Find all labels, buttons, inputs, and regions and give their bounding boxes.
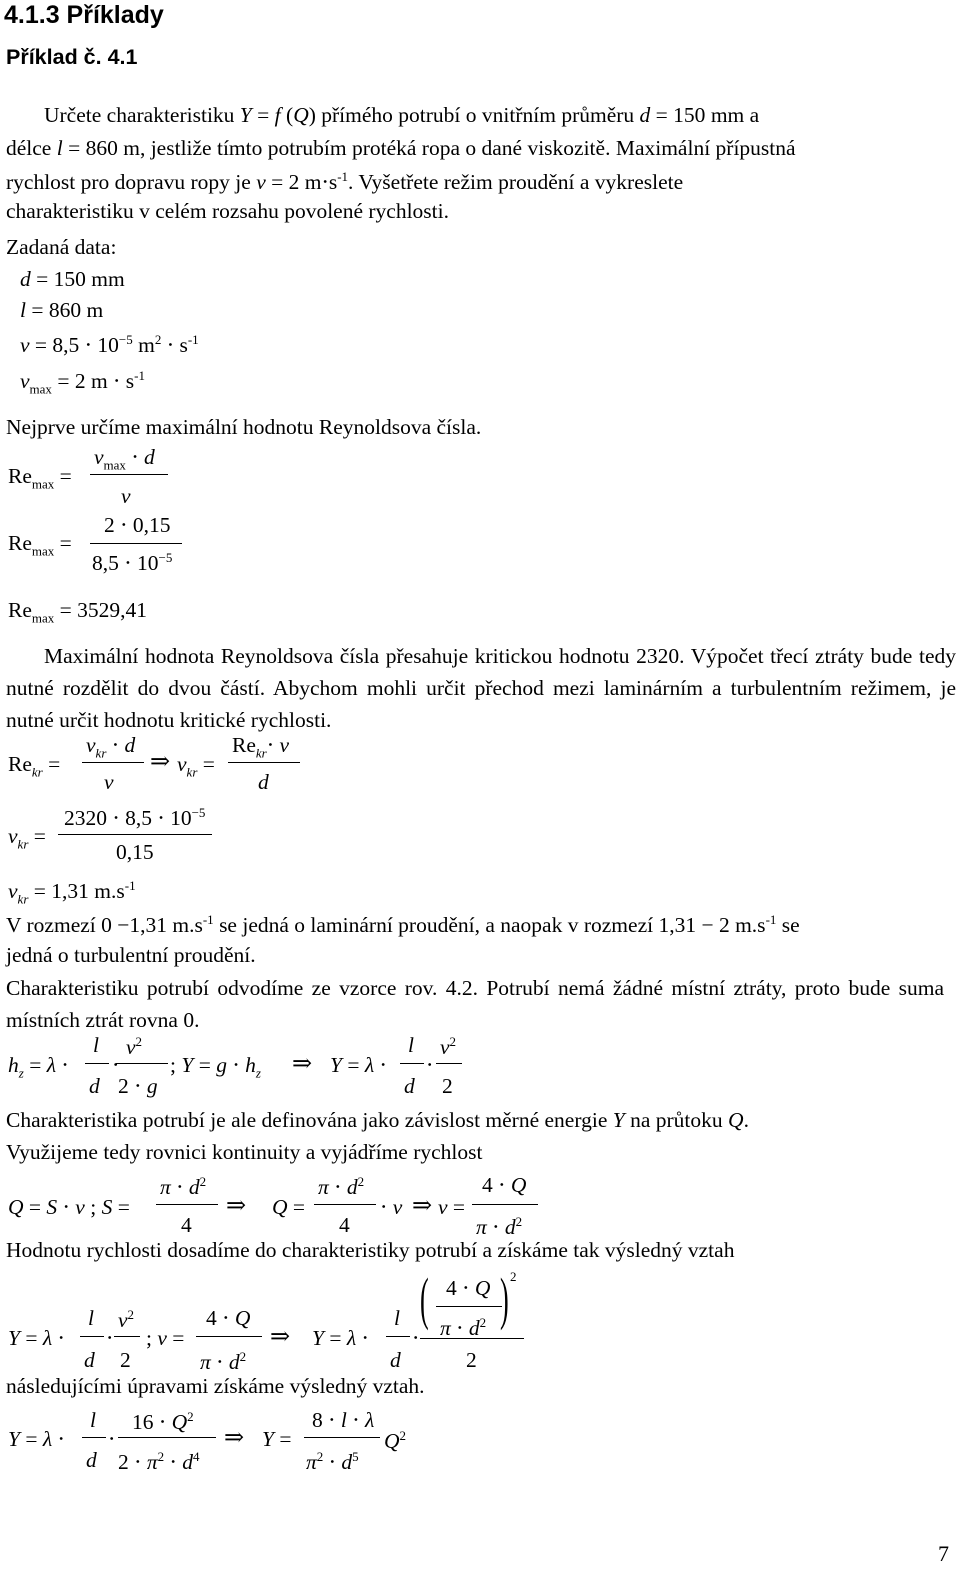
- subst-line: Hodnotu rychlosti dosadíme do charakteristiky potrubí a získáme tak výsledný vztah: [6, 1238, 735, 1262]
- v-kr-result: $v_{kr} = 1,31$ $m.s^{-1}$: [8, 878, 136, 907]
- v-eq-2: ; v =: [146, 1326, 185, 1350]
- implies-arrow: ⇒: [292, 1051, 313, 1077]
- paren-exp: 2: [510, 1269, 517, 1284]
- re-num-1: $v_{max} \cdot d$: [94, 445, 155, 473]
- hz-l: l: [93, 1033, 99, 1057]
- hz-v2: $v^2$: [126, 1034, 143, 1060]
- v-kr-den: d: [258, 770, 269, 794]
- fraction-bar: [82, 1437, 106, 1438]
- re-den-2: $8,5 \cdot 10^{-5}$: [92, 550, 173, 576]
- v2-den: $\pi \cdot d^2$: [200, 1349, 247, 1375]
- s-den: 4: [181, 1213, 192, 1237]
- implies-arrow: ⇒: [270, 1324, 291, 1350]
- re-kr-label: $Re_{kr}$ =: [8, 752, 61, 780]
- q-v: ⋅ v: [380, 1195, 403, 1219]
- hz-2g: 2 ⋅ g: [118, 1074, 158, 1098]
- dot: ⋅: [106, 1326, 114, 1350]
- re-intro: Nejprve určíme maximální hodnotu Reynoldsova čísla.: [6, 415, 482, 439]
- fraction-bar: [436, 1306, 502, 1307]
- fraction-bar: [196, 1336, 262, 1337]
- y2-2: 2: [120, 1348, 131, 1372]
- re-kr-den: ν: [104, 770, 114, 794]
- hz-d: d: [89, 1074, 100, 1098]
- implies-arrow: ⇒: [226, 1193, 247, 1219]
- implies-arrow: ⇒: [224, 1425, 245, 1451]
- fraction-bar: [90, 543, 182, 544]
- re-num-2: 2 ⋅ 0,15: [104, 513, 171, 537]
- fraction-bar: [228, 762, 300, 763]
- fraction-bar: [116, 1063, 168, 1064]
- s-num: $\pi \cdot d^2$: [160, 1174, 207, 1200]
- fraction-bar: [114, 1336, 140, 1337]
- re-kr-num: $v_{kr} \cdot d$: [86, 733, 136, 761]
- fraction-bar: [472, 1204, 538, 1205]
- y2-d: d: [84, 1348, 95, 1372]
- y3-d: d: [390, 1348, 401, 1372]
- fraction-bar: [58, 834, 212, 835]
- dot: ⋅: [412, 1326, 420, 1350]
- given-nu: $\nu = 8,5 \cdot 10^{-5}$ $m^2 \cdot s^{-1}$: [20, 332, 199, 358]
- y-eq-ghz: ; $Y = g \cdot h_z$: [170, 1053, 261, 1081]
- left-paren: (: [420, 1266, 429, 1331]
- re-den-1: ν: [121, 484, 131, 508]
- paren-num: 4 ⋅ Q: [446, 1276, 491, 1300]
- y3-2: 2: [466, 1348, 477, 1372]
- def-line-1: Charakteristika potrubí je ale definována jako závislost měrné energie Y na průtoku Q.: [6, 1108, 749, 1132]
- yf2-den: $\pi^2 \cdot d^5$: [306, 1449, 359, 1475]
- fraction-bar: [386, 1336, 410, 1337]
- yf-num: $16 \cdot Q^2$: [132, 1409, 194, 1435]
- fraction-bar: [314, 1204, 376, 1205]
- y2-l: l: [88, 1306, 94, 1330]
- yf-l: l: [90, 1408, 96, 1432]
- fraction-bar: [80, 1336, 104, 1337]
- page-number: 7: [938, 1541, 949, 1566]
- re-max-result: $Re_{max} = 3529,41$: [8, 598, 148, 626]
- section-title: 4.1.3 Příklady: [4, 1, 164, 29]
- given-l: l = 860 m: [20, 298, 104, 322]
- y2-v2: $v^2$: [118, 1307, 135, 1333]
- fraction-bar: [90, 474, 168, 475]
- v-kr-den-2: 0,15: [116, 840, 154, 864]
- paren-den: $\pi \cdot d^2$: [440, 1315, 487, 1341]
- dot: ⋅: [112, 1053, 120, 1077]
- fraction-bar: [82, 762, 144, 763]
- v2-num: 4 ⋅ Q: [206, 1306, 251, 1330]
- yf2-num: 8 ⋅ l ⋅ λ: [312, 1408, 375, 1432]
- yf2-q: $Q^2$: [384, 1428, 407, 1454]
- y-lambda-2: Y = λ ⋅: [8, 1326, 65, 1350]
- given-vmax: $v_{max} = 2$ $m \cdot s^{-1}$: [20, 368, 145, 397]
- re-max-label-2: $Re_{max}$ =: [8, 531, 72, 559]
- range-line-2: jedná o turbulentní proudění.: [6, 943, 256, 967]
- y-final-2: Y =: [262, 1427, 292, 1451]
- q-num: $\pi \cdot d^2$: [318, 1174, 365, 1200]
- fraction-bar: [85, 1063, 109, 1064]
- v-kr-label-2: $v_{kr}$ =: [8, 824, 46, 852]
- fraction-bar: [420, 1338, 524, 1339]
- y-l: l: [408, 1033, 414, 1057]
- v-eq: v =: [438, 1195, 466, 1219]
- y-final-1: Y = λ ⋅: [8, 1427, 65, 1451]
- q-den: 4: [339, 1213, 350, 1237]
- v-num: 4 ⋅ Q: [482, 1173, 527, 1197]
- range-line-1: V rozmezí 0 −1,31 $m.s^{-1}$ se jedná o laminární proudění, a naopak v rozmezí 1,31 − 2 $m.s^{-1}$ se: [6, 912, 800, 938]
- yf-d: d: [86, 1448, 97, 1472]
- problem-line-2: délce l = 860 m, jestliže tímto potrubím protéká ropa o dané viskozitě. Maximální přípustná: [6, 136, 796, 160]
- continuity-line: Využijeme tedy rovnici kontinuity a vyjádříme rychlost: [6, 1140, 483, 1164]
- dot: ⋅: [426, 1053, 434, 1077]
- q-eq-sv: Q = S ⋅ v ; S =: [8, 1195, 130, 1219]
- fraction-bar: [304, 1437, 380, 1438]
- example-title: Příklad č. 4.1: [6, 45, 138, 69]
- y-eq-lambda: Y = λ ⋅: [330, 1053, 387, 1077]
- fraction-bar: [400, 1063, 424, 1064]
- given-heading: Zadaná data:: [6, 235, 117, 259]
- hz-left: $h_z = \lambda$ ⋅: [8, 1053, 69, 1081]
- given-d: d = 150 mm: [20, 267, 125, 291]
- implies-arrow: ⇒: [412, 1193, 433, 1219]
- y3-eq: Y = λ ⋅: [312, 1326, 369, 1350]
- v-kr-label: $v_{kr}$ =: [177, 752, 215, 780]
- v-den: $\pi \cdot d^2$: [476, 1214, 523, 1240]
- v-kr-num: $Re_{kr}\cdot \nu$: [232, 733, 290, 761]
- y-d: d: [404, 1074, 415, 1098]
- y3-l: l: [394, 1306, 400, 1330]
- problem-line-1: Určete charakteristiku Y = f (Q) přímého potrubí o vnitřním průměru d = 150 mm a: [44, 103, 760, 127]
- problem-line-3: rychlost pro dopravu ropy je v = 2 $m\cdot s^{-1}$. Vyšetřete režim proudění a vykreslete: [6, 169, 684, 195]
- fraction-bar: [118, 1437, 216, 1438]
- fraction-bar: [156, 1204, 218, 1205]
- dot: ⋅: [108, 1427, 116, 1451]
- re-max-label-1: $Re_{max}$ =: [8, 464, 72, 492]
- problem-line-4: charakteristiku v celém rozsahu povolené rychlosti.: [6, 199, 449, 223]
- v-kr-num-2: $2320 \cdot 8,5 \cdot 10^{-5}$: [64, 805, 206, 831]
- implies-arrow: ⇒: [150, 749, 171, 775]
- q-eq: Q =: [272, 1195, 306, 1219]
- critical-paragraph: Maximální hodnota Reynoldsova čísla přesahuje kritickou hodnotu 2320. Výpočet třecí ztráty bude tedy nutné rozdělit do dvou částí. Abychom mohli určit přechod mezi laminárním a turbulentním režimem, je nutné určit hodnotu kritické rychlosti.: [6, 644, 956, 732]
- right-paren: ): [500, 1266, 509, 1331]
- y-v2: $v^2$: [440, 1034, 457, 1060]
- fraction-bar: [436, 1063, 462, 1064]
- yf-den: $2 \cdot \pi^2 \cdot d^4$: [118, 1449, 200, 1475]
- char-paragraph: Charakteristiku potrubí odvodíme ze vzorce rov. 4.2. Potrubí nemá žádné místní ztráty, proto bude suma místních ztrát rovna 0.: [6, 976, 944, 1032]
- y-2: 2: [442, 1074, 453, 1098]
- final-line: následujícími úpravami získáme výsledný vztah.: [6, 1374, 425, 1398]
